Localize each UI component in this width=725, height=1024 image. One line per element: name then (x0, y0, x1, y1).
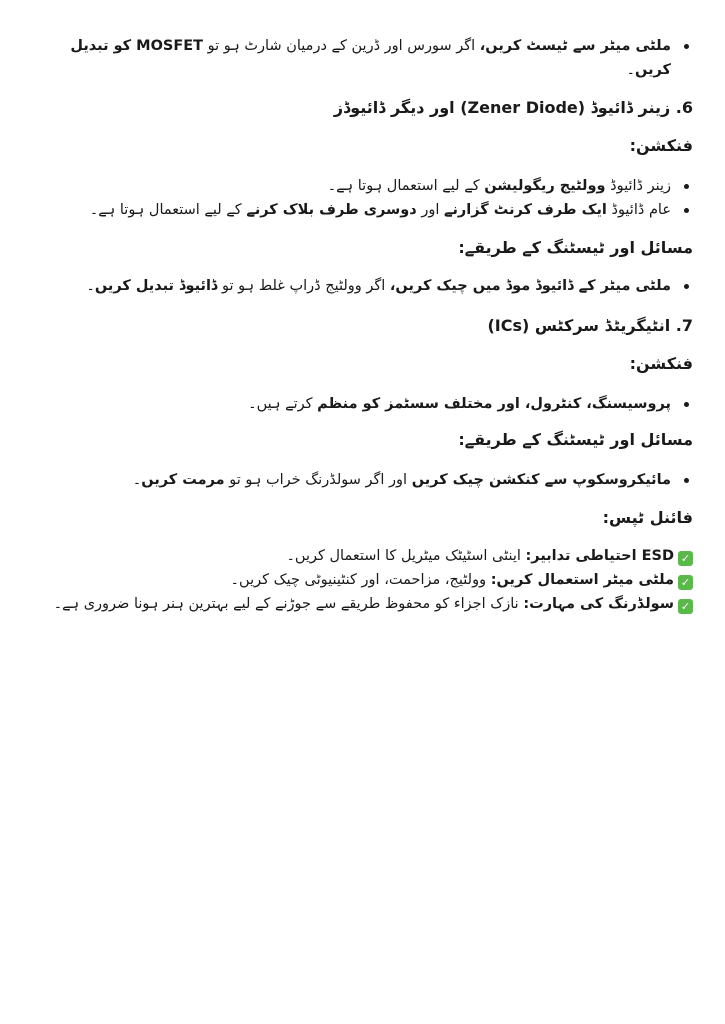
text: اگر سورس اور ڈرین کے درمیان شارٹ ہو تو (203, 38, 480, 54)
list-item: ملٹی میٹر کے ڈائیوڈ موڈ میں چیک کریں، اگر وولٹیج ڈراپ غلط ہو تو ڈائیوڈ تبدیل کریں۔ (28, 274, 671, 298)
bold-text: ملٹی میٹر سے ٹیسٹ کریں، (479, 38, 671, 54)
list-item: مائیکروسکوپ سے کنکشن چیک کریں اور اگر سولڈرنگ خراب ہو تو مرمت کریں۔ (28, 468, 671, 492)
section7-function-list (28, 392, 693, 416)
list-item: زینر ڈائیوڈ وولٹیج ریگولیشن کے لیے استعمال ہوتا ہے۔ (28, 174, 671, 198)
section7-function-label: فنکشن: (629, 354, 693, 373)
section7-heading: 7. انٹیگریٹڈ سرکٹس (ICs) (487, 316, 693, 335)
section6-testing-list (28, 274, 693, 298)
list-item: عام ڈائیوڈ ایک طرف کرنٹ گزارنے اور دوسری طرف بلاک کرنے کے لیے استعمال ہوتا ہے۔ (28, 198, 671, 222)
section6-testing-label: مسائل اور ٹیسٹنگ کے طریقے: (458, 238, 693, 257)
list-item: پروسیسنگ، کنٹرول، اور مختلف سسٹمز کو منظم کرتے ہیں۔ (28, 392, 671, 416)
mosfet-bullet-list (28, 34, 693, 82)
section7-testing-label: مسائل اور ٹیسٹنگ کے طریقے: (458, 430, 693, 449)
final-tips-heading: فائنل ٹپس: (602, 508, 693, 527)
section7-testing-list (28, 468, 693, 492)
tip-row: ✓سولڈرنگ کی مہارت: نازک اجزاء کو محفوظ طریقے سے جوڑنے کے لیے بہترین ہنر ہونا ضروری ہے۔ (28, 592, 693, 616)
section6-function-label: فنکشن: (629, 136, 693, 155)
tip-row: ✓ESD احتیاطی تدابیر: اینٹی اسٹیٹک میٹریل کا استعمال کریں۔ (28, 544, 693, 568)
mosfet-test-bullet (28, 34, 671, 82)
section6-function-list (28, 174, 693, 222)
check-icon: ✓ (678, 575, 693, 590)
check-icon: ✓ (678, 599, 693, 614)
final-tips-list (28, 544, 693, 616)
tip-row: ✓ملٹی میٹر استعمال کریں: وولٹیج، مزاحمت، اور کنٹینیوٹی چیک کریں۔ (28, 568, 693, 592)
text: ۔ (626, 62, 636, 78)
section6-heading: 6. زینر ڈائیوڈ (Zener Diode) اور دیگر ڈائیوڈز (333, 98, 693, 117)
bold-text: MOSFET کو تبدیل کریں (70, 38, 671, 78)
check-icon: ✓ (678, 551, 693, 566)
